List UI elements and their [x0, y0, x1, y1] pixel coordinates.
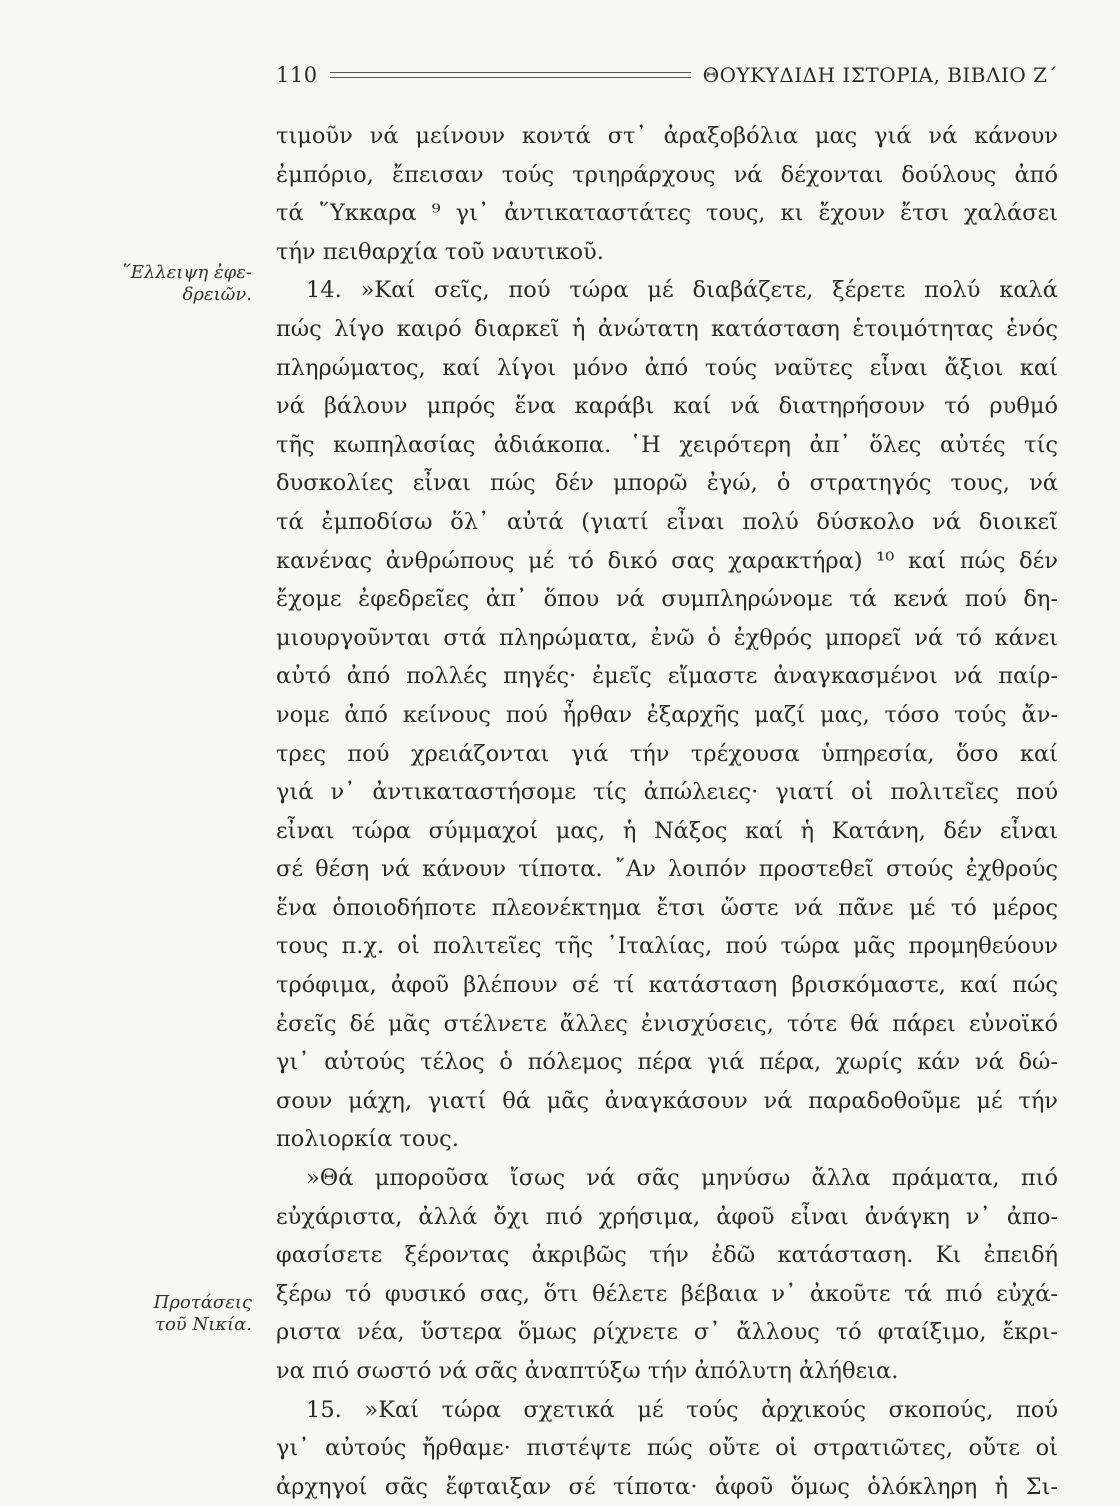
text-line: τῆς κωπηλασίας ἀδιάκοπα. ῾Η χειρότερη ἀπ᾽ ὅλες αὐτές τίς	[276, 431, 1058, 458]
header-rule	[330, 72, 691, 78]
text-line: μιουργοῦνται στά πληρώματα, ἐνῶ ὁ ἐχθρός μπορεῖ νά τό κάνει	[276, 624, 1058, 651]
text-line: νομε ἀπό κείνους πού ἦρθαν ἐξαρχῆς μαζί μας, τόσο τούς ἄν-	[276, 701, 1058, 728]
body-text	[276, 117, 1058, 1506]
text-line: τρόφιμα, ἀφοῦ βλέπουν σέ τί κατάσταση βρισκόμαστε, καί πώς	[276, 972, 1058, 999]
text-line: πολιορκία τους.	[276, 1126, 459, 1153]
text-line: τήν πειθαρχία τοῦ ναυτικοῦ.	[276, 238, 604, 265]
text-line: ἐσεῖς δέ μᾶς στέλνετε ἄλλες ἐνισχύσεις, τότε θά πάρει εὐνοϊκό	[276, 1010, 1058, 1037]
margin-note-reserves	[110, 262, 252, 306]
margin-note-line: τοῦ Νικία.	[154, 1314, 252, 1335]
text-line: τά ἐμποδίσω ὅλ᾽ αὐτά (γιατί εἶναι πολύ δύσκολο νά διοικεῖ	[276, 508, 1058, 535]
text-line: τιμοῦν νά μείνουν κοντά στ᾽ ἀραξοβόλια μας γιά νά κάνουν	[276, 123, 1058, 149]
text-line: τά ῞Υκκαρα ⁹ γι᾽ ἀντικαταστάτες τους, κι ἔχουν ἔτσι χαλάσει	[276, 200, 1058, 227]
running-title: ΘΟΥΚΥΔΙΔΗ ΙΣΤΟΡΙΑ, ΒΙΒΛΙΟ Ζ΄	[702, 63, 1058, 87]
text-line: πώς λίγο καιρό διαρκεῖ ἡ ἀνώτατη κατάσταση ἑτοιμότητας ἑνός	[276, 315, 1058, 342]
text-line: γιά ν᾽ ἀντικαταστήσομε τίς ἀπώλειες· γιατί οἱ πολιτεῖες πού	[276, 779, 1058, 806]
text-line: τους π.χ. οἱ πολιτεῖες τῆς ᾽Ιταλίας, πού τώρα μᾶς προμηθεύουν	[276, 933, 1058, 960]
text-line: σέ θέση νά κάνουν τίποτα. ῎Αν λοιπόν προστεθεῖ στούς ἐχθρούς	[276, 856, 1058, 883]
text-line: ξέρω τό φυσικό σας, ὅτι θέλετε βέβαια ν᾽ ἀκοῦτε τά πιό εὐχά-	[276, 1280, 1058, 1307]
text-line: αὐτό ἀπό πολλές πηγές· ἐμεῖς εἴμαστε ἀναγκασμένοι νά παίρ-	[276, 663, 1058, 690]
text-line: να πιό σωστό νά σᾶς ἀναπτύξω τήν ἀπόλυτη ἀλήθεια.	[276, 1358, 899, 1384]
margin-note-line: ῞Ελλειψη ἐφε-	[121, 262, 252, 283]
text-line: γι᾽ αὐτούς ἤρθαμε· πιστέψτε πώς οὔτε οἱ στρατιῶτες, οὔτε οἱ	[276, 1435, 1058, 1462]
text-line: γι᾽ αὐτούς τέλος ὁ πόλεμος πέρα γιά πέρα, χωρίς κάν νά δώ-	[276, 1049, 1058, 1076]
text-line: τρες πού χρειάζονται γιά τήν τρέχουσα ὑπηρεσία, ὅσο καί	[276, 740, 1058, 767]
text-line: νά βάλουν μπρός ἕνα καράβι καί νά διατηρήσουν τό ρυθμό	[276, 393, 1058, 420]
text-line: δυσκολίες εἶναι πώς δέν μπορῶ ἐγώ, ὁ στρατηγός τους, νά	[276, 470, 1058, 497]
running-header	[276, 60, 1058, 90]
text-line: ριστα νέα, ὕστερα ὅμως ρίχνετε σ᾽ ἄλλους τό φταίξιμο, ἔκρι-	[276, 1319, 1058, 1346]
text-line: ἔχομε ἐφεδρεῖες ἀπ᾽ ὅπου νά συμπληρώνομε τά κενά πού δη-	[276, 586, 1058, 613]
text-line: πληρώματος, καί λίγοι μόνο ἀπό τούς ναῦτες εἶναι ἄξιοι καί	[276, 354, 1058, 381]
text-line: ἕνα ὁποιοδήποτε πλεονέκτημα ἔτσι ὥστε νά πᾶνε μέ τό μέρος	[276, 894, 1058, 921]
page-number: 110	[276, 63, 318, 87]
text-line: 14. »Καί σεῖς, πού τώρα μέ διαβάζετε, ξέρετε πολύ καλά	[306, 277, 1058, 304]
text-line: φασίσετε ξέροντας ἀκριβῶς τήν ἐδῶ κατάσταση. Κι ἐπειδή	[276, 1242, 1058, 1269]
text-line: »Θά μποροῦσα ἴσως νά σᾶς μηνύσω ἄλλα πράματα, πιό	[306, 1165, 1058, 1192]
text-line: ἐμπόριο, ἔπεισαν τούς τριηράρχους νά δέχονται δούλους ἀπό	[276, 161, 1058, 188]
margin-note-line: Προτάσεις	[153, 1292, 252, 1313]
text-line: ἀρχηγοί σᾶς ἔφταιξαν σέ τίποτα· ἀφοῦ ὅμως ὁλόκληρη ἡ Σι-	[276, 1473, 1058, 1500]
text-line: σουν μάχη, γιατί θά μᾶς ἀναγκάσουν νά παραδοθοῦμε μέ τήν	[276, 1087, 1058, 1114]
margin-note-line: δρειῶν.	[182, 284, 252, 305]
text-line: εἶναι τώρα σύμμαχοί μας, ἡ Νάξος καί ἡ Κατάνη, δέν εἶναι	[276, 817, 1058, 844]
text-line: κανένας ἀνθρώπους μέ τό δικό σας χαρακτήρα) ¹⁰ καί πώς δέν	[276, 547, 1058, 574]
margin-note-nicias-proposals	[110, 1292, 252, 1336]
text-line: 15. »Καί τώρα σχετικά μέ τούς ἀρχικούς σκοπούς, πού	[306, 1396, 1058, 1423]
text-line: εὐχάριστα, ἀλλά ὄχι πιό χρήσιμα, ἀφοῦ εἶναι ἀνάγκη ν᾽ ἀπο-	[276, 1203, 1058, 1230]
